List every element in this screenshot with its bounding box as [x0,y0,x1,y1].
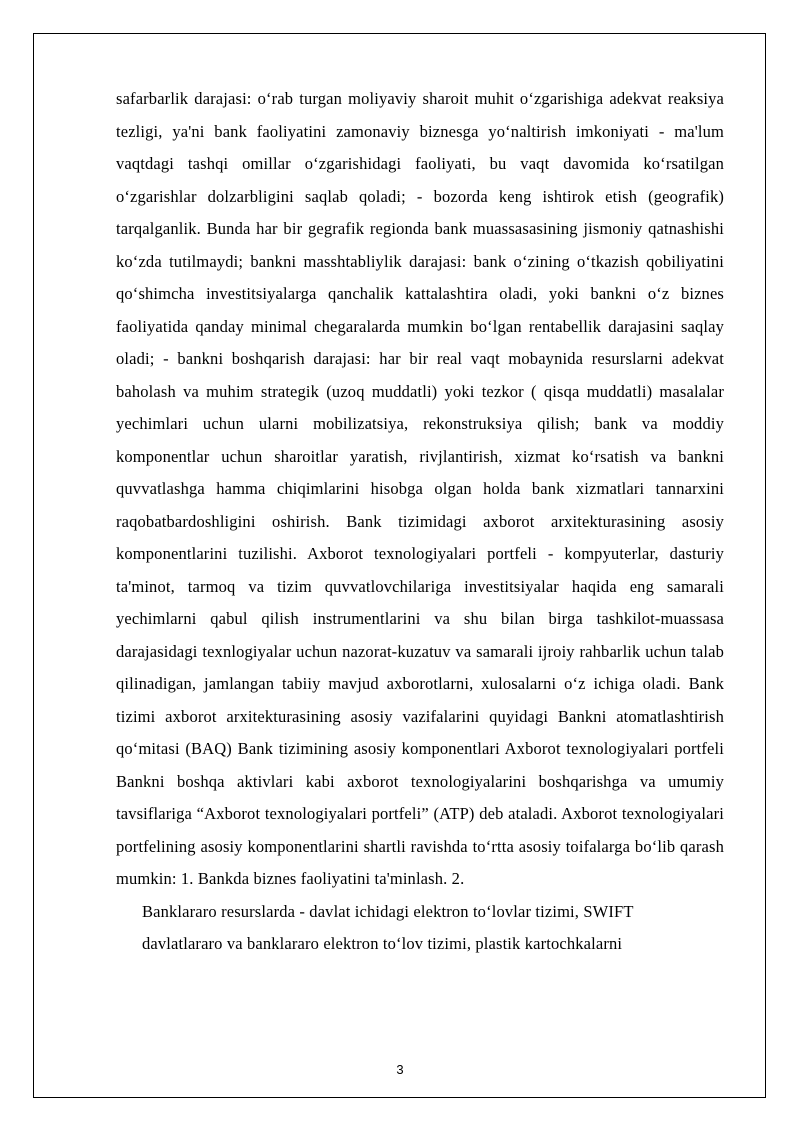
paragraph-banklararo-line1: Banklararo resurslarda - davlat ichidagi elektron to‘lovlar tizimi, SWIFT [142,901,634,921]
paragraph-main: safarbarlik darajasi: o‘rab turgan moliyaviy sharoit muhit o‘zgarishiga adekvat reaksiya tezligi, ya'ni bank faoliyatini zamonaviy biznesga yo‘naltirish imkoniyati - ma'lum vaqtdagi tashqi omillar o‘zgarishidagi faoliyati, bu vaqt davomida ko‘rsatilgan o‘zgarishlar dolzarbligini saqlab qoladi; - bozorda keng ishtirok etish (geografik) tarqalganlik. Bunda har bir gegrafik regionda bank muassasasining jismoniy qatnashishi ko‘zda tutilmaydi; bankni masshtabliylik darajasi: bank o‘zining o‘tkazish qobiliyatini qo‘shimcha investitsiyalarga qanchalik kattalashtira oladi, yoki bankni o‘z biznes faoliyatida qanday minimal chegaralarda mumkin bo‘lgan rentabellik darajasini saqlay oladi; - bankni boshqarish darajasi: har bir real vaqt mobaynida resurslarni adekvat baholash va muhim strategik (uzoq muddatli) yoki tezkor ( qisqa muddatli) masalalar yechimlari uchun ularni mobilizatsiya, rekonstruksiya qilish; bank va moddiy komponentlar uchun sharoitlar yaratish, rivjlantirish, xizmat ko‘rsatish va bankni quvvatlashga hamma chiqimlarini hisobga olgan holda bank xizmatlari tannarxini raqobatbardoshligini oshirish. Bank tizimidagi axborot arxitekturasining asosiy komponentlarini tuzilishi. Axborot texnologiyalari portfeli - kompyuterlar, dasturiy ta'minot, tarmoq va tizim quvvatlovchilariga investitsiyalar haqida eng samarali yechimlarni qabul qilish instrumentlarini va shu bilan birga tashkilot-muassasa darajasidagi texnlogiyalar uchun nazorat-kuzatuv va samarali ijroiy rahbarlik uchun talab qilinadigan, jamlangan tabiiy mavjud axborotlarni, xulosalarni o‘z ichiga oladi. Bank tizimi axborot arxitekturasining asosiy vazifalarini quyidagi Bankni atomatlashtirish qo‘mitasi (BAQ) Bank tizimining asosiy komponentlari Axborot texnologiyalari portfeli Bankni boshqa aktivlari kabi axborot texnologiyalarini boshqarishga va umumiy tavsiflariga “Axborot texnologiyalari portfeli” (ATP) deb ataladi. Axborot texnologiyalari portfelining asosiy komponentlarini shartli ravishda to‘rtta asosiy toifalarga bo‘lib qarash mumkin: 1. Bankda biznes faoliyatini ta'minlash. 2. [116,89,724,888]
page-number: 3 [396,1062,404,1077]
paragraph-banklararo [116,896,724,961]
document-body [116,83,724,961]
paragraph-banklararo-continuation: davlatlararo va banklararo elektron to‘lov tizimi, plastik kartochkalarni [142,934,623,953]
